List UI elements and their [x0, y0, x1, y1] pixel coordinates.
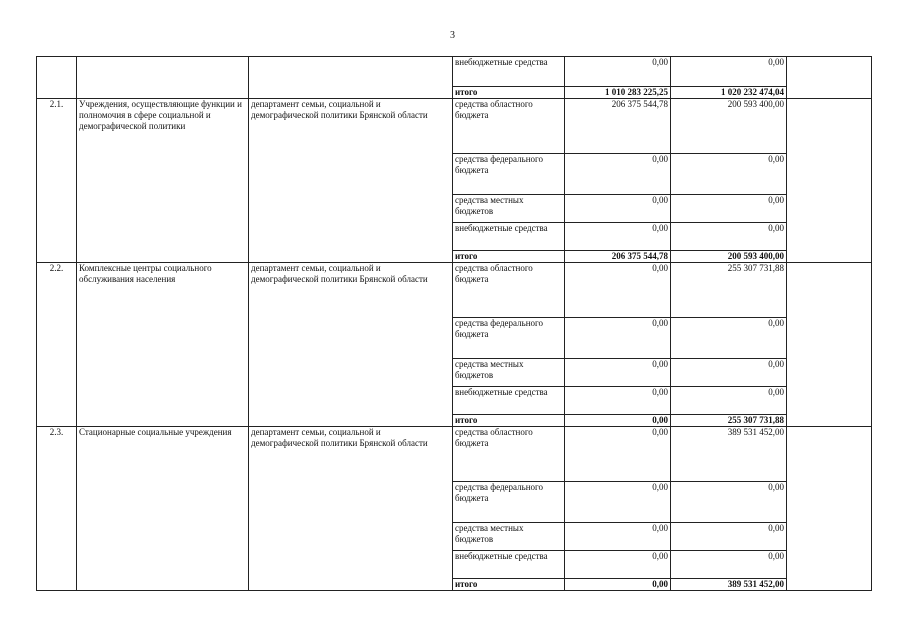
- value-cell: 389 531 452,00: [671, 427, 787, 482]
- source-cell: итого: [453, 87, 565, 99]
- source-cell: средства местных бюджетов: [453, 195, 565, 223]
- source-cell: средства областного бюджета: [453, 263, 565, 318]
- executor-cell: департамент семьи, социальной и демографической политики Брянской области: [249, 99, 453, 263]
- value-cell: 0,00: [565, 195, 671, 223]
- value-cell: 0,00: [565, 482, 671, 523]
- value-cell: 0,00: [671, 223, 787, 251]
- table-row: [37, 263, 872, 318]
- value-cell: 0,00: [565, 579, 671, 591]
- source-cell: итого: [453, 415, 565, 427]
- value-cell: 0,00: [565, 523, 671, 551]
- value-cell: 0,00: [565, 318, 671, 359]
- value-cell: 0,00: [565, 415, 671, 427]
- source-cell: средства областного бюджета: [453, 99, 565, 154]
- value-cell: 0,00: [671, 195, 787, 223]
- source-cell: средства местных бюджетов: [453, 523, 565, 551]
- number-cell: 2.1.: [37, 99, 77, 263]
- executor-cell: [249, 57, 453, 99]
- value-cell: 255 307 731,88: [671, 415, 787, 427]
- page-number: 3: [450, 30, 455, 41]
- name-cell: Стационарные социальные учреждения: [77, 427, 249, 591]
- source-cell: внебюджетные средства: [453, 223, 565, 251]
- table-row: [37, 427, 872, 482]
- number-cell: [37, 57, 77, 99]
- value-cell: 0,00: [565, 154, 671, 195]
- value-cell: 0,00: [671, 387, 787, 415]
- source-cell: итого: [453, 251, 565, 263]
- source-cell: средства областного бюджета: [453, 427, 565, 482]
- number-cell: 2.2.: [37, 263, 77, 427]
- value-cell: 200 593 400,00: [671, 251, 787, 263]
- value-cell: 1 020 232 474,04: [671, 87, 787, 99]
- value-cell: 206 375 544,78: [565, 99, 671, 154]
- number-cell: 2.3.: [37, 427, 77, 591]
- value-cell: 0,00: [565, 427, 671, 482]
- value-cell: 0,00: [671, 57, 787, 87]
- source-cell: итого: [453, 579, 565, 591]
- value-cell: 0,00: [671, 482, 787, 523]
- name-cell: [77, 57, 249, 99]
- value-cell: 0,00: [565, 359, 671, 387]
- table-row: [37, 57, 872, 87]
- source-cell: средства федерального бюджета: [453, 154, 565, 195]
- value-cell: 0,00: [671, 318, 787, 359]
- empty-cell: [787, 263, 872, 427]
- source-cell: средства федерального бюджета: [453, 482, 565, 523]
- empty-cell: [787, 427, 872, 591]
- source-cell: средства федерального бюджета: [453, 318, 565, 359]
- value-cell: 0,00: [565, 57, 671, 87]
- value-cell: 206 375 544,78: [565, 251, 671, 263]
- source-cell: внебюджетные средства: [453, 57, 565, 87]
- value-cell: 0,00: [565, 263, 671, 318]
- empty-cell: [787, 57, 872, 99]
- source-cell: внебюджетные средства: [453, 387, 565, 415]
- executor-cell: департамент семьи, социальной и демографической политики Брянской области: [249, 427, 453, 591]
- source-cell: средства местных бюджетов: [453, 359, 565, 387]
- value-cell: 0,00: [671, 359, 787, 387]
- value-cell: 0,00: [671, 551, 787, 579]
- source-cell: внебюджетные средства: [453, 551, 565, 579]
- name-cell: Учреждения, осуществляющие функции и полномочия в сфере социальной и демографической политики: [77, 99, 249, 263]
- value-cell: 389 531 452,00: [671, 579, 787, 591]
- value-cell: 0,00: [565, 551, 671, 579]
- table-row: [37, 99, 872, 154]
- name-cell: Комплексные центры социального обслуживания населения: [77, 263, 249, 427]
- value-cell: 1 010 283 225,25: [565, 87, 671, 99]
- value-cell: 255 307 731,88: [671, 263, 787, 318]
- value-cell: 0,00: [565, 223, 671, 251]
- value-cell: 0,00: [565, 387, 671, 415]
- value-cell: 0,00: [671, 523, 787, 551]
- value-cell: 200 593 400,00: [671, 99, 787, 154]
- budget-table: [36, 56, 872, 591]
- value-cell: 0,00: [671, 154, 787, 195]
- executor-cell: департамент семьи, социальной и демографической политики Брянской области: [249, 263, 453, 427]
- empty-cell: [787, 99, 872, 263]
